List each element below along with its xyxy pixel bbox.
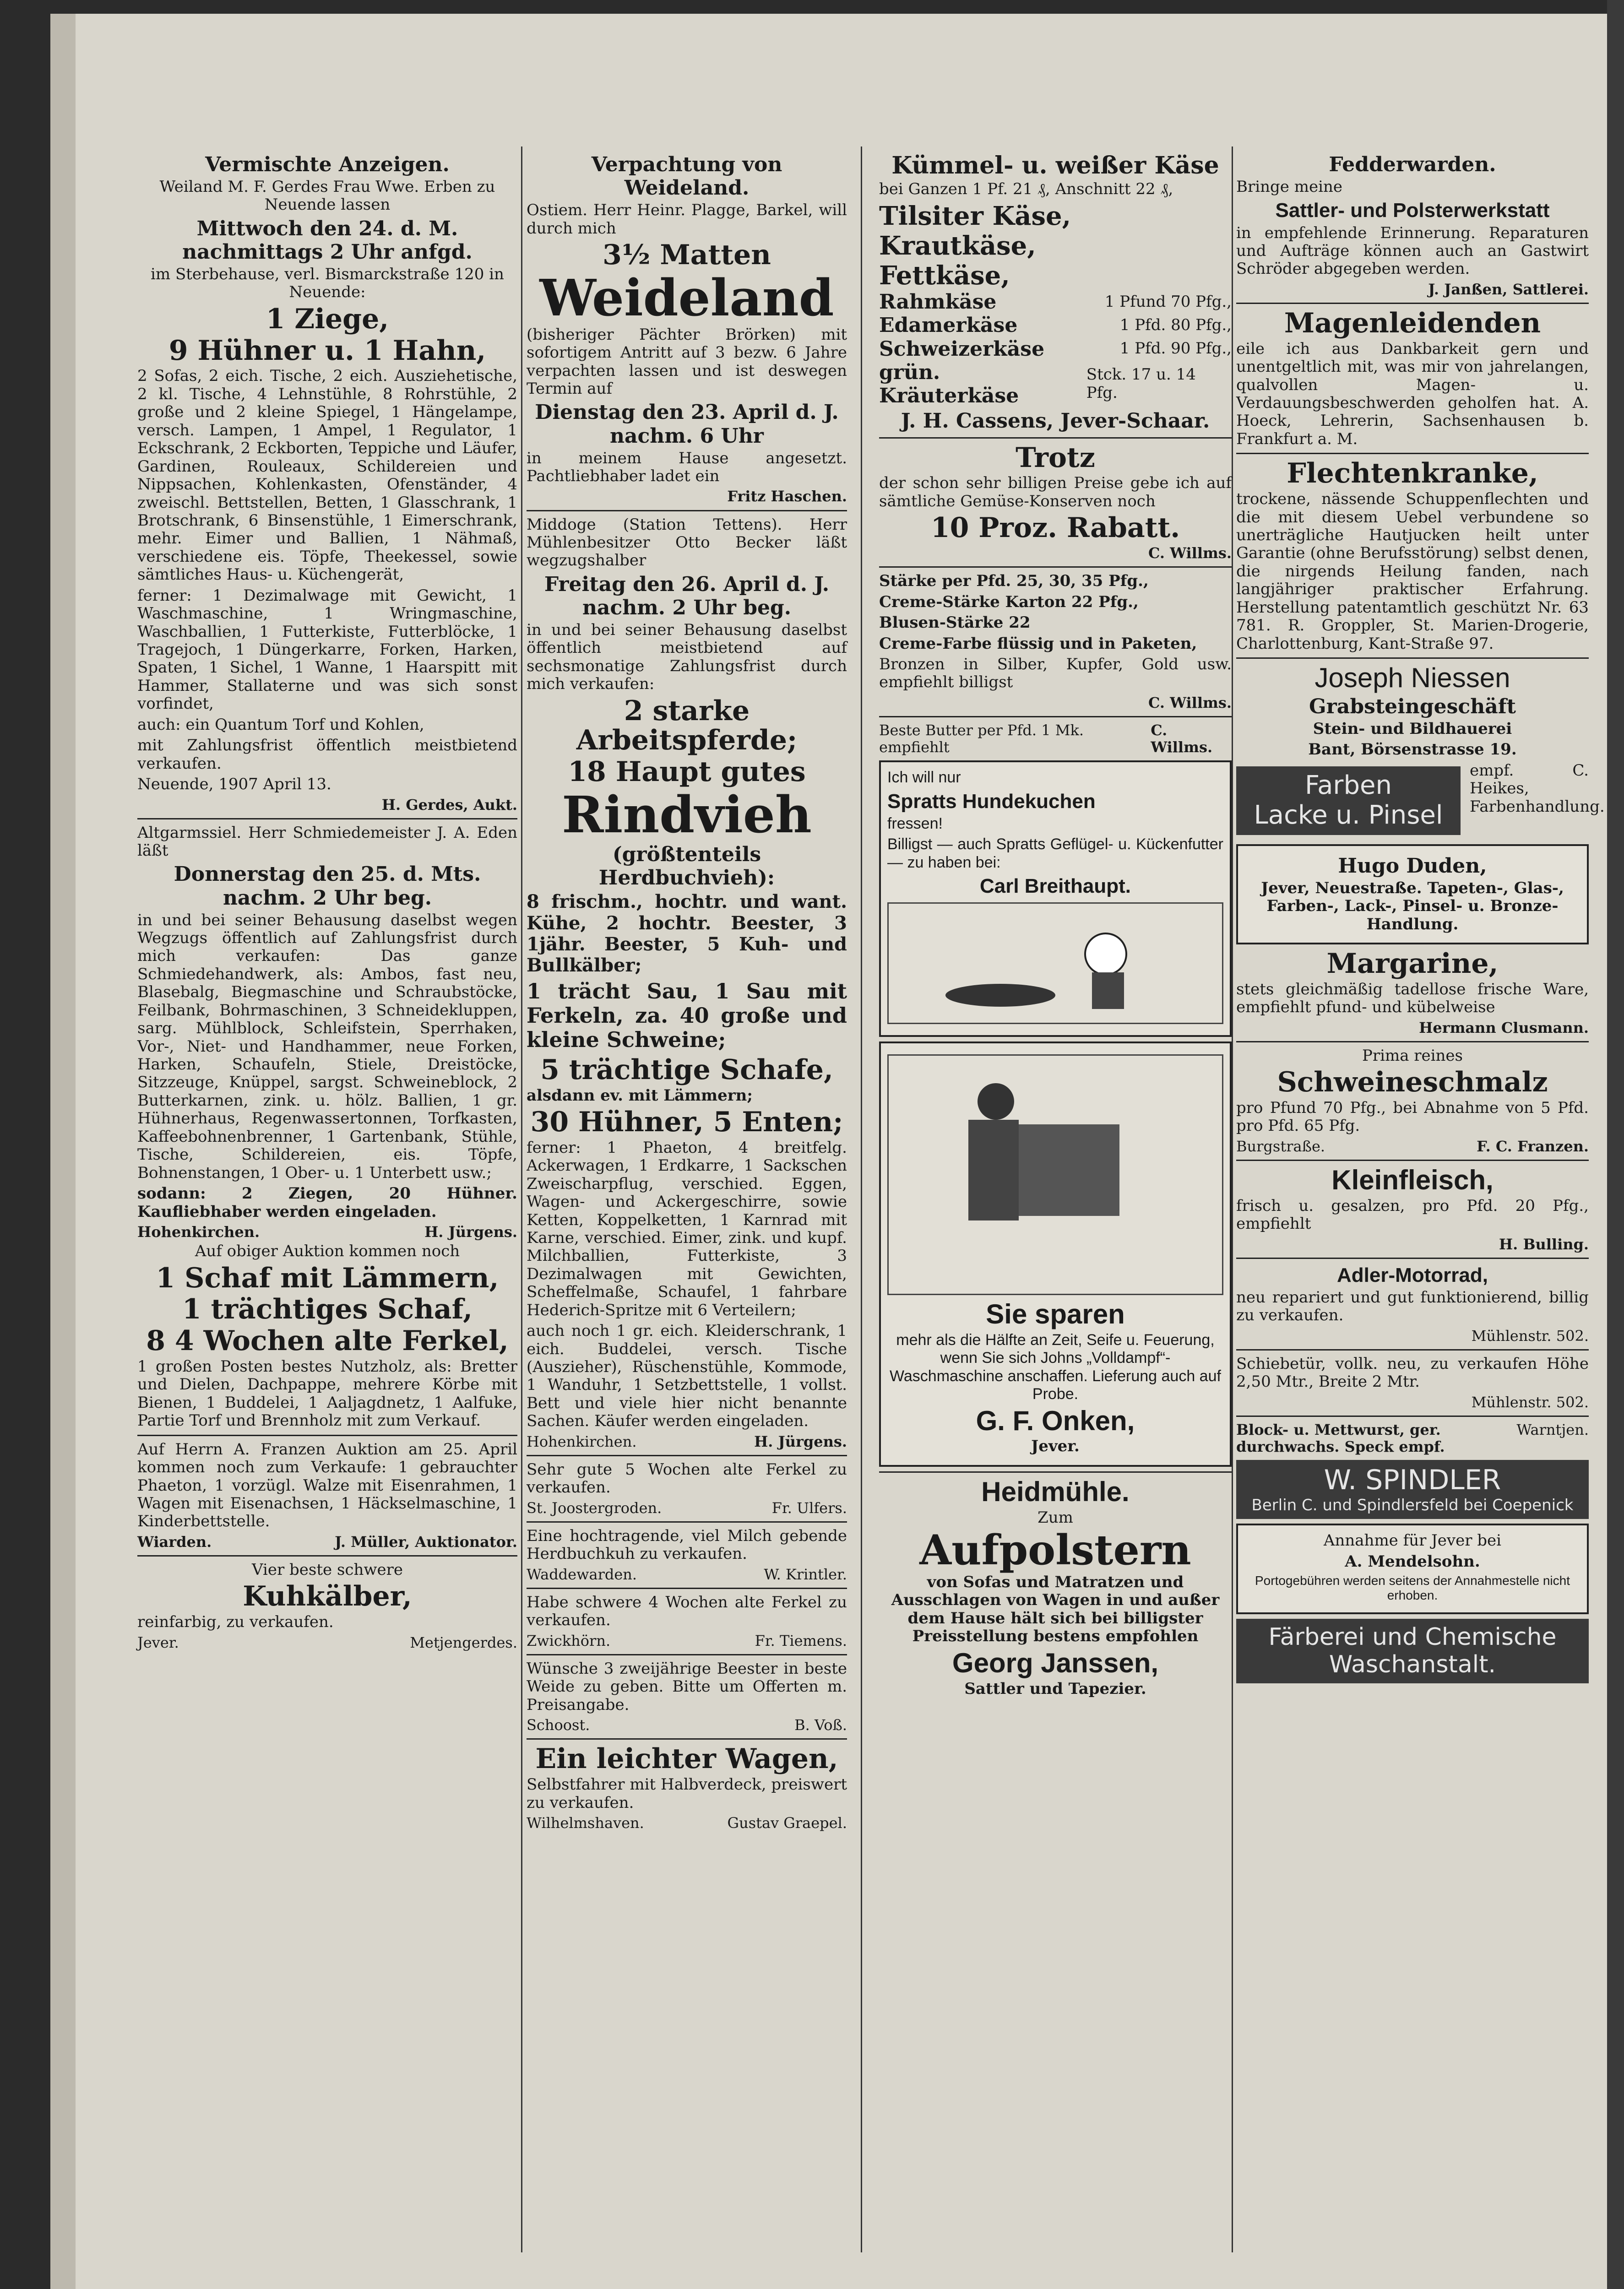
ad-headline-large: Weideland — [539, 268, 834, 327]
signature-text: Warntjen. — [1516, 1421, 1589, 1438]
cheese-item — [879, 290, 1232, 314]
ad-intro: Auf obiger Auktion kommen noch — [195, 1242, 460, 1261]
signature-place: St. Joostergroden. — [527, 1499, 662, 1517]
ad-headline: Joseph Niessen — [1314, 662, 1510, 694]
ad-headline: Sie sparen — [986, 1298, 1125, 1329]
ad-body: 1 großen Posten bestes Nutzholz, als: Bretter und Dielen, Dachpappe, mehrere Körbe mit Bienen, 1 Buddelei, 1 Aaljagdnetz, 1 Aalfuke, Partie Torf und Brennholz mit zum Verkauf. — [137, 1357, 517, 1430]
washing-machine-illustration — [887, 1054, 1223, 1295]
ad-body: Habe schwere 4 Wochen alte Ferkel zu verkaufen. — [527, 1593, 847, 1630]
boy-with-dog-illustration — [887, 902, 1223, 1024]
cheese-item — [879, 261, 1232, 291]
ad-title: Verpachtung von Weideland. — [591, 153, 782, 200]
divider — [1236, 1041, 1589, 1042]
ad-body: sodann: 2 Ziegen, 20 Hühner. Kaufliebhaber werden eingeladen. — [137, 1184, 517, 1221]
divider — [527, 510, 847, 511]
ad-signature — [137, 1634, 517, 1651]
ad-text: Prima reines — [1362, 1046, 1463, 1065]
ad-intro: Ostiem. Herr Heinr. Plagge, Barkel, will durch mich — [527, 201, 847, 238]
ad-signature — [527, 1815, 847, 1832]
ad-body: neu repariert und gut funktionierend, billig zu verkaufen. — [1236, 1288, 1589, 1325]
ad-line: Stärke per Pfd. 25, 30, 35 Pfg., — [879, 572, 1149, 591]
cheese-price: Stck. 17 u. 14 Pfg. — [1086, 365, 1196, 402]
column-4 — [1236, 151, 1605, 2239]
signature-text: H. Jürgens. — [754, 1432, 847, 1450]
ad-text: Ich will nur — [887, 769, 961, 787]
signature-text: H. Gerdes, Aukt. — [381, 796, 517, 814]
cheese-name: Schweizerkäse — [879, 337, 1045, 361]
ad-headline-large: Aufpolstern — [919, 1526, 1191, 1574]
ad-body: Eine hochtragende, viel Milch gebende Herdbuchkuh zu verkaufen. — [527, 1526, 847, 1563]
ad-headline: 3½ Matten — [603, 239, 771, 271]
divider — [527, 1521, 847, 1523]
signature-text: C. Willms. — [1151, 721, 1213, 756]
ad-signature — [137, 1534, 517, 1551]
signature-text: Gustav Graepel. — [727, 1814, 847, 1832]
ad-subheadline: (größtenteils Herdbuchvieh): — [598, 843, 775, 890]
cheese-item — [879, 314, 1232, 337]
cheese-name: Rahmkäse — [879, 290, 997, 314]
ad-headline: 10 Proz. Rabatt. — [930, 512, 1180, 544]
signature-place: Wilhelmshaven. — [527, 1814, 644, 1832]
ad-headline: Schweineschmalz — [1277, 1066, 1548, 1099]
page-spine — [50, 14, 76, 2289]
page-edge — [1607, 0, 1624, 2289]
ad-date: Freitag den 26. April d. J. nachm. 2 Uhr beg. — [544, 572, 830, 619]
cheese-name: Fettkäse, — [879, 260, 1010, 291]
ad-headline: 18 Haupt gutes — [568, 756, 806, 788]
cheese-price: 1 Pfd. 80 Pfg., — [1119, 316, 1232, 335]
ad-body: Selbstfahrer mit Halbverdeck, preiswert zu verkaufen. — [527, 1775, 847, 1812]
divider — [137, 1435, 517, 1436]
ad-body: eile ich aus Dankbarkeit gern und unentgeltlich mit, was mir von jahrelangen, qualvollen Magen- u. Verdauungsbeschwerden geholfen hat. A. Hoeck, Lehrerin, Sachsenhausen b. Frankfurt a. M. — [1236, 339, 1589, 448]
ad-signature — [527, 1433, 847, 1450]
ad-headline: Kuhkälber, — [243, 1580, 412, 1613]
banner-text: Farben — [1305, 770, 1392, 800]
divider — [879, 566, 1232, 568]
ad-signature — [879, 545, 1232, 562]
section-title: Vermischte Anzeigen. — [205, 153, 450, 176]
signature-text: Mühlenstr. 502. — [1471, 1393, 1589, 1411]
washer-woman-icon — [889, 1056, 1222, 1294]
signature-text: J. Janßen, Sattlerei. — [1428, 280, 1589, 298]
ad-headline: 1 Ziege, — [266, 303, 389, 335]
ad-body: bei Ganzen 1 Pf. 21 ₰, Anschnitt 22 ₰, — [879, 180, 1173, 199]
ad-body: der schon sehr billigen Preise gebe ich auf sämtliche Gemüse-Konserven noch — [879, 474, 1232, 510]
spindler-ad — [1236, 1460, 1589, 1519]
signature-text: C. Willms. — [1148, 694, 1232, 711]
signature-text: B. Voß. — [794, 1716, 847, 1734]
ad-signature — [1236, 1020, 1589, 1036]
ad-body: Auf Herrn A. Franzen Auktion am 25. April kommen noch zum Verkaufe: 1 gebrauchter Phaeton, 1 vorzügl. Walze mit Eisenrahmen, 1 Wagen mit Eisenachsen, 1 Häckselmaschine, 1 Kinderbettstelle. — [137, 1440, 517, 1531]
ad-signature — [137, 1224, 517, 1241]
spindler-agent — [1236, 1524, 1589, 1614]
ad-body: in und bei seiner Behausung daselbst öffentlich meistbietend auf sechsmonatige Zahlungsfrist durch mich verkaufen: — [527, 620, 847, 694]
ad-body: Sehr gute 5 Wochen alte Ferkel zu verkaufen. — [527, 1460, 847, 1497]
divider — [1236, 1258, 1589, 1259]
ad-text: Block- u. Mettwurst, ger. durchwachs. Speck empf. — [1236, 1421, 1445, 1455]
ad-body: trockene, nässende Schuppenflechten und die mit diesem Uebel verbundene so unerträgliche Hautjucken heilt unter Garantie (ohne Berufsstörung) selbst denen, die nirgends Heilung fanden, nach langjähriger praktischer Erfahrung. Herstellung patentamtlich geschützt Nr. 63 781. R. Groppler, St. Marien-Drogerie, Charlottenburg, Kant-Straße 97. — [1236, 490, 1589, 653]
signature-text: Fr. Tiemens. — [755, 1632, 847, 1649]
farben-ad — [1236, 761, 1605, 840]
divider — [527, 1588, 847, 1589]
ad-line: Creme-Stärke Karton 22 Pfg., — [879, 592, 1139, 611]
signature-place: Burgstraße. — [1236, 1137, 1325, 1155]
signature-place: Wiarden. — [137, 1533, 212, 1551]
ad-signature: G. F. Onken, — [976, 1405, 1135, 1436]
ad-headline: Heidmühle. — [981, 1476, 1130, 1507]
ad-signature — [527, 1566, 847, 1583]
faerberei-banner: Färberei und Chemische Waschanstalt. — [1236, 1619, 1589, 1683]
divider — [527, 1654, 847, 1655]
ad-body: auch noch 1 gr. eich. Kleiderschrank, 1 eich. Buddelei, versch. Tische (Auszieher), Rüschenstühle, Kommode, 1 Wanduhr, 1 Setzbettstelle, 1 vollst. Bett und viele hier nicht benannte Sachen. Käufer werden eingeladen. — [527, 1322, 847, 1431]
column-rule — [1232, 146, 1233, 2252]
ad-headline: 1 Schaf mit Lämmern, — [156, 1262, 499, 1294]
ad-body: in meinem Hause angesetzt. Pachtliebhaber ladet ein — [527, 449, 847, 485]
ad-headline: 30 Hühner, 5 Enten; — [530, 1106, 843, 1138]
divider — [1236, 453, 1589, 454]
ad-body: stets gleichmäßig tadellose frische Ware, empfiehlt pfund- und kübelweise — [1236, 980, 1589, 1017]
ad-signature — [527, 1717, 847, 1734]
ad-signature — [137, 797, 517, 814]
ad-date: Donnerstag den 25. d. Mts. nachm. 2 Uhr beg. — [174, 862, 481, 910]
ad-body: Jever, Neuestraße. Tapeten-, Glas-, Farben-, Lack-, Pinsel- u. Bronze-Handlung. — [1261, 879, 1564, 933]
cheese-name: grün. Kräuterkäse — [879, 360, 1019, 407]
ad-body: in und bei seiner Behausung daselbst wegen Wegzugs öffentlich auf Zahlungsfrist durch mich verkaufen: Das ganze Schmiedehandwerk, als: Ambos, fast neu, Blasebalg, Biegmaschine und Schraubstöcke, Feilbank, Bohrmaschinen, 3 Schneidekluppen, sarg. Mühlblock, Schleifstein, Sperrhaken, Vor-, Niet- und Handhammer, neue Forken, Harken, Schaufeln, Stiele, Dreistöcke, Sitzzeuge, Knüppel, sargst. Schweineblock, 2 Butterkarnen, zink. u. hölz. Ballien, 1 gr. Hühnerhaus, Regenwassertonnen, Torfkasten, Kaffeebohnenbrenner, 1 Gartenbank, Stühle, Tische, Schildereien, eis. Töpfe, Bohnenstangen, 1 Ober- u. 1 Unterbett usw.; — [137, 911, 517, 1182]
signature-text: Mühlenstr. 502. — [1471, 1327, 1589, 1345]
ad-text: Bant, Börsenstrasse 19. — [1308, 740, 1517, 759]
signature-text: Metjengerdes. — [410, 1633, 517, 1651]
ad-body: pro Pfund 70 Pfg., bei Abnahme von 5 Pfd. pro Pfd. 65 Pfg. — [1236, 1099, 1589, 1135]
signature-place: Hohenkirchen. — [137, 1223, 260, 1241]
cheese-name: Krautkäse, — [879, 230, 1036, 261]
cheese-item — [879, 231, 1232, 261]
divider — [879, 437, 1232, 439]
ad-body: ferner: 1 Phaeton, 4 breitfelg. Ackerwagen, 1 Erdkarre, 1 Sackschen Zweischarpflug, verschied. Eggen, Wagen- und Ackergeschirre, sowie Ketten, Koppelketten, 1 Karnrad mit Karne, verschied. Eimer, zink. und kupf. Milchballien, Futterkiste, 3 Dezimalwagen mit Gewichten, Scheffelmaße, Schaufel, 1 fahrbare Hederich-Spritze mit 6 Verteilern; — [527, 1138, 847, 1319]
ad-subtitle: Sattler und Tapezier. — [964, 1679, 1146, 1698]
ad-signature: J. H. Cassens, Jever-Schaar. — [901, 409, 1210, 433]
ad-signature — [1236, 1236, 1589, 1253]
ad-headline: Hugo Duden, — [1338, 854, 1487, 878]
boy-with-dog-icon — [889, 904, 1222, 1023]
cheese-name: Tilsiter Käse, — [879, 201, 1071, 231]
cheese-name: Edamerkäse — [879, 314, 1018, 337]
ad-headline: 2 starke Arbeitspferde; — [576, 694, 798, 757]
signature-text: C. Willms. — [1148, 544, 1232, 562]
signature-text: J. Müller, Auktionator. — [335, 1533, 517, 1551]
ad-signature — [1236, 1138, 1589, 1155]
banner-text: Lacke u. Pinsel — [1254, 800, 1443, 830]
column-3 — [879, 151, 1232, 2239]
divider — [527, 1738, 847, 1740]
column-rule — [861, 146, 862, 2252]
divider — [137, 1555, 517, 1557]
divider — [1236, 303, 1589, 304]
cheese-price: 1 Pfd. 90 Pfg., — [1119, 339, 1232, 358]
ad-body: reinfarbig, zu verkaufen. — [137, 1613, 334, 1632]
ad-body: 8 frischm., hochtr. und want. Kühe, 2 hochtr. Beester, 3 1jähr. Beester, 5 Kuh- und Bullkälber; — [527, 891, 847, 976]
ad-text: empf. C. Heikes, Farbenhandlung. — [1470, 761, 1605, 816]
ad-place: Jever. — [1031, 1437, 1080, 1456]
banner-text: Berlin C. und Spindlersfeld bei Coepenick — [1251, 1496, 1574, 1514]
ad-headline: Ein leichter Wagen, — [535, 1743, 838, 1775]
ad-body — [1236, 1421, 1589, 1455]
cheese-item — [879, 361, 1232, 407]
cheese-list — [879, 201, 1232, 407]
divider — [879, 1471, 1232, 1473]
ad-text: Bringe meine — [1236, 178, 1342, 196]
divider — [1236, 657, 1589, 659]
signature-text: H. Bulling. — [1499, 1235, 1589, 1253]
ad-headline: Flechtenkranke, — [1287, 457, 1538, 490]
ad-text: A. Mendelsohn. — [1345, 1552, 1480, 1571]
divider — [137, 818, 517, 819]
ad-headline: 1 trächtiges Schaf, — [182, 1293, 473, 1326]
ad-intro: Vier beste schwere — [252, 1560, 403, 1579]
ad-signature — [879, 694, 1232, 711]
ad-headline: Spratts Hundekuchen — [887, 790, 1096, 813]
ad-line: Bronzen in Silber, Kupfer, Gold usw. empfiehlt billigst — [879, 655, 1232, 692]
cheese-price: 1 Pfund 70 Pfg., — [1104, 293, 1232, 311]
farben-banner — [1236, 766, 1461, 835]
ad-signature — [527, 1633, 847, 1649]
ad-body: mit Zahlungsfrist öffentlich meistbietend verkaufen. — [137, 736, 517, 773]
ad-text: fressen! — [887, 814, 943, 832]
ad-body: (bisheriger Pächter Brörken) mit sofortigem Antritt auf 3 bezw. 6 Jahre verpachten lassen und ist deswegen Termin auf — [527, 325, 847, 398]
ad-headline: Adler-Motorrad, — [1337, 1264, 1488, 1286]
ad-body: ferner: 1 Dezimalwage mit Gewicht, 1 Waschmaschine, 1 Wringmaschine, Waschballien, 1 Futterkiste, Futterblöcke, 1 Tragejoch, 1 Düngerkarre, Forken, Harken, Spaten, 1 Sichel, 1 Wanne, 1 Haarspitt mit Hammer, Stallaterne und was sich sonst vorfindet, — [137, 586, 517, 713]
ad-body: von Sofas und Matratzen und Ausschlagen von Wagen in und außer dem Hause hält sich bei billigster Preisstellung bestens empfohlen — [891, 1573, 1220, 1646]
ad-signature — [1236, 1394, 1589, 1411]
signature-place: Jever. — [137, 1633, 179, 1651]
banner-text: W. SPINDLER — [1324, 1464, 1501, 1497]
ad-headline: Fedderwarden. — [1329, 153, 1496, 176]
divider — [1236, 1416, 1589, 1417]
ad-text: Zum — [1037, 1508, 1073, 1527]
ad-date: Mittwoch den 24. d. M. nachmittags 2 Uhr anfgd. — [182, 217, 473, 264]
ad-text: Billigst — auch Spratts Geflügel- u. Kückenfutter — zu haben bei: — [887, 835, 1223, 871]
ad-text: mehr als die Hälfte an Zeit, Seife u. Feuerung, wenn Sie sich Johns „Volldampf“-Waschmaschine anschaffen. Lieferung auch auf Probe. — [890, 1331, 1221, 1403]
divider — [879, 716, 1232, 717]
ad-headline: Kümmel- u. weißer Käse — [891, 152, 1219, 179]
column-2 — [527, 151, 847, 2239]
column-rule — [521, 146, 522, 2252]
ad-body: frisch u. gesalzen, pro Pfd. 20 Pfg., empfiehlt — [1236, 1196, 1589, 1233]
signature-text: F. C. Franzen. — [1477, 1137, 1589, 1155]
signature-place: Schoost. — [527, 1716, 590, 1734]
ad-line: Blusen-Stärke 22 — [879, 613, 1031, 632]
ad-signature: Georg Janssen, — [952, 1647, 1159, 1678]
column-1 — [137, 151, 517, 2239]
cheese-item — [879, 201, 1232, 231]
signature-place: Hohenkirchen. — [527, 1432, 637, 1450]
signature-place: Waddewarden. — [527, 1565, 637, 1583]
ad-headline: Trotz — [1016, 441, 1095, 474]
ad-body — [879, 722, 1232, 756]
signature-text: H. Jürgens. — [424, 1223, 517, 1241]
ad-headline: Margarine, — [1326, 948, 1499, 980]
ad-body: auch: ein Quantum Torf und Kohlen, — [137, 715, 424, 734]
signature-place: Zwickhörn. — [527, 1632, 611, 1649]
signature-text: Hermann Clusmann. — [1419, 1019, 1589, 1036]
ad-body: Schiebetür, vollk. neu, zu verkaufen Höhe 2,50 Mtr., Breite 2 Mtr. — [1236, 1354, 1589, 1391]
ad-headline: Kleinfleisch, — [1331, 1165, 1494, 1196]
ad-body: in empfehlende Erinnerung. Reparaturen und Aufträge können auch an Gastwirt Schröder abgegeben werden. — [1236, 223, 1589, 278]
ad-signature — [527, 1500, 847, 1517]
onken-ad — [879, 1041, 1232, 1467]
spratts-ad — [879, 760, 1232, 1037]
divider — [527, 1455, 847, 1456]
signature-text: W. Krintler. — [764, 1565, 847, 1583]
ad-place: im Sterbehause, verl. Bismarckstraße 120 in Neuende: — [151, 265, 504, 302]
divider — [1236, 1160, 1589, 1161]
ad-text: Beste Butter per Pfd. 1 Mk. empfiehlt — [879, 721, 1084, 756]
signature-text: Fritz Haschen. — [727, 488, 847, 505]
ad-body: alsdann ev. mit Lämmern; — [527, 1086, 753, 1105]
ad-headline: 9 Hühner u. 1 Hahn, — [168, 334, 486, 367]
ad-intro: Weiland M. F. Gerdes Frau Wwe. Erben zu Neuende lassen — [159, 178, 495, 214]
ad-body: Wünsche 3 zweijährige Beester in beste Weide zu geben. Bitte um Offerten m. Preisangabe. — [527, 1659, 847, 1714]
ad-signature — [1236, 281, 1589, 298]
ad-text: Stein- und Bildhauerei — [1313, 719, 1512, 738]
ad-body: 1 trächt Sau, 1 Sau mit Ferkeln, za. 40 große und kleine Schweine; — [527, 978, 847, 1052]
ad-text: Annahme für Jever bei — [1323, 1531, 1502, 1550]
ad-signature — [1236, 1328, 1589, 1345]
ad-signature — [527, 488, 847, 505]
duden-ad — [1236, 844, 1589, 944]
ad-intro: Altgarmssiel. Herr Schmiedemeister J. A. Eden läßt — [137, 823, 517, 860]
ad-date: Dienstag den 23. April d. J. nachm. 6 Uhr — [535, 401, 839, 448]
ad-line: Creme-Farbe flüssig und in Paketen, — [879, 634, 1197, 653]
ad-headline: Sattler- und Polsterwerkstatt — [1275, 199, 1550, 222]
ad-date-line: Neuende, 1907 April 13. — [137, 775, 331, 794]
ad-intro: Middoge (Station Tettens). Herr Mühlenbesitzer Otto Becker läßt wegzugshalber — [527, 515, 847, 570]
ad-text: Portogebühren werden seitens der Annahmestelle nicht erhoben. — [1255, 1573, 1570, 1603]
ad-subheadline: Grabsteingeschäft — [1309, 694, 1516, 718]
signature-text: Fr. Ulfers. — [771, 1499, 847, 1517]
ad-signature: Carl Breithaupt. — [979, 874, 1131, 897]
divider — [1236, 1349, 1589, 1351]
cheese-item — [879, 337, 1232, 361]
ad-headline: Magenleidenden — [1284, 307, 1541, 339]
ad-headline: 8 4 Wochen alte Ferkel, — [146, 1325, 509, 1357]
ad-headline: 5 trächtige Schafe, — [540, 1053, 833, 1086]
ad-body: 2 Sofas, 2 eich. Tische, 2 eich. Ausziehetische, 2 kl. Tische, 4 Lehnstühle, 8 Rohrstühle, 2 große und 2 kleine Spiegel, 1 Hängelampe, versch. Lampen, 1 Ampel, 1 Regulator, 1 Eckschrank, 2 Eckborten, Teppiche und Läufer, Gardinen, Rouleaux, Schildereien und Nippsachen, Kohlenkasten, Ofenständer, 4 zweischl. Bettstellen, Betten, 1 Glasschrank, 1 Brotschrank, 6 Binsenstühle, 1 Eimerschrank, mehr. Eimer und Ballien, 1 Nähmaß, verschiedene eis. Töpfe, Theekessel, sowie sämtliches Haus- u. Küchengerät, — [137, 367, 517, 584]
ad-headline-large: Rindvieh — [562, 785, 812, 845]
